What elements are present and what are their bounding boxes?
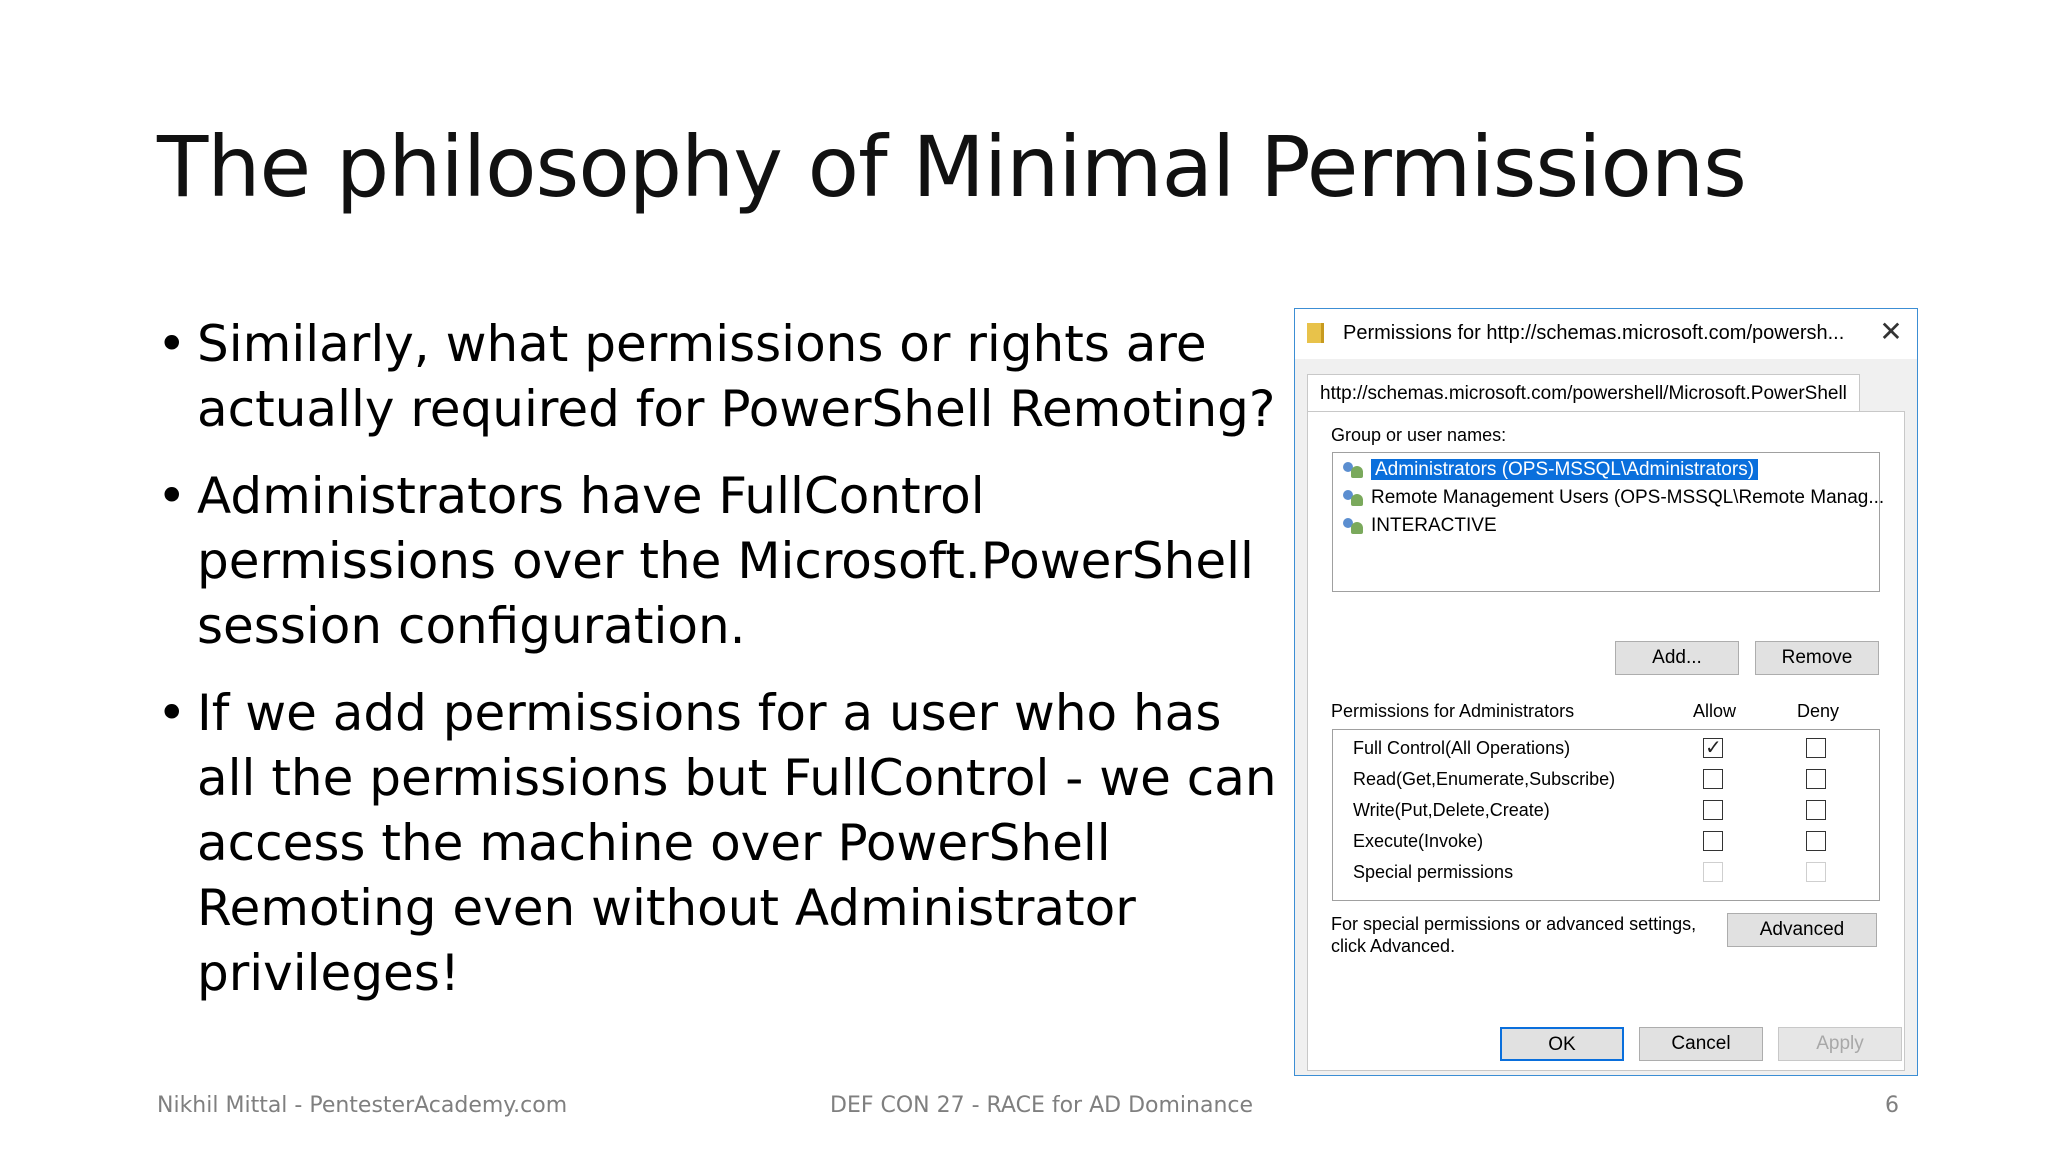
user-name: INTERACTIVE xyxy=(1371,515,1497,536)
allow-header: Allow xyxy=(1693,701,1737,721)
group-users-label: Group or user names: xyxy=(1331,425,1507,445)
permission-name: Full Control(All Operations) xyxy=(1353,738,1571,758)
apply-button: Apply xyxy=(1778,1027,1902,1061)
cancel-button[interactable]: Cancel xyxy=(1639,1027,1763,1061)
page-number: 6 xyxy=(1885,1093,1899,1118)
bullet-item: • Similarly, what permissions or rights are actually required for PowerShell Remoting? xyxy=(157,312,1277,442)
permissions-label: Permissions for Administrators xyxy=(1331,701,1575,721)
bullet-list xyxy=(157,312,1277,1028)
permissions-list xyxy=(1332,729,1880,901)
read-deny-checkbox[interactable] xyxy=(1806,769,1826,789)
user-name: Administrators (OPS-MSSQL\Administrators) xyxy=(1371,459,1758,480)
remove-button[interactable]: Remove xyxy=(1755,641,1879,675)
execute-deny-checkbox[interactable] xyxy=(1806,831,1826,851)
list-item[interactable] xyxy=(1341,485,1884,511)
execute-allow-checkbox[interactable] xyxy=(1703,831,1723,851)
ok-button[interactable]: OK xyxy=(1500,1027,1624,1061)
users-icon xyxy=(1341,488,1365,508)
advanced-button[interactable]: Advanced xyxy=(1727,913,1877,947)
tab-security[interactable]: http://schemas.microsoft.com/powershell/Microsoft.PowerShell xyxy=(1307,374,1860,412)
users-list[interactable] xyxy=(1332,452,1885,592)
permissions-dialog xyxy=(1294,308,1918,1076)
bullet-item: • If we add permissions for a user who has all the permissions but FullControl - we can access the machine over PowerShell Remoting even without Administrator privileges! xyxy=(157,681,1277,1006)
write-allow-checkbox[interactable] xyxy=(1703,800,1723,820)
folder-icon xyxy=(1307,323,1324,343)
advanced-hint: For special permissions or advanced settings, click Advanced. xyxy=(1331,914,1697,956)
list-item[interactable] xyxy=(1341,513,1497,539)
add-button[interactable]: Add... xyxy=(1615,641,1739,675)
permission-name: Execute(Invoke) xyxy=(1353,831,1484,851)
slide-title: The philosophy of Minimal Permissions xyxy=(157,118,1746,216)
dialog-title: Permissions for http://schemas.microsoft.com/powersh... xyxy=(1343,322,1845,344)
full-control-deny-checkbox[interactable] xyxy=(1806,738,1826,758)
special-deny-checkbox xyxy=(1806,862,1826,882)
deny-header: Deny xyxy=(1797,701,1840,721)
permission-name: Special permissions xyxy=(1353,862,1514,882)
footer-event: DEF CON 27 - RACE for AD Dominance xyxy=(830,1093,1254,1118)
write-deny-checkbox[interactable] xyxy=(1806,800,1826,820)
full-control-allow-checkbox[interactable] xyxy=(1703,738,1723,758)
close-icon[interactable]: ✕ xyxy=(1879,316,1903,347)
bullet-item: • Administrators have FullControl permissions over the Microsoft.PowerShell session configuration. xyxy=(157,464,1277,659)
permission-name: Write(Put,Delete,Create) xyxy=(1353,800,1550,820)
users-icon xyxy=(1341,460,1365,480)
dialog-titlebar[interactable] xyxy=(1295,309,1917,359)
user-name: Remote Management Users (OPS-MSSQL\Remote Manag... xyxy=(1371,487,1885,508)
read-allow-checkbox[interactable] xyxy=(1703,769,1723,789)
users-icon xyxy=(1341,516,1365,536)
list-item[interactable] xyxy=(1341,457,1758,483)
special-allow-checkbox xyxy=(1703,862,1723,882)
permission-name: Read(Get,Enumerate,Subscribe) xyxy=(1353,769,1616,789)
footer-author: Nikhil Mittal - PentesterAcademy.com xyxy=(157,1093,568,1118)
